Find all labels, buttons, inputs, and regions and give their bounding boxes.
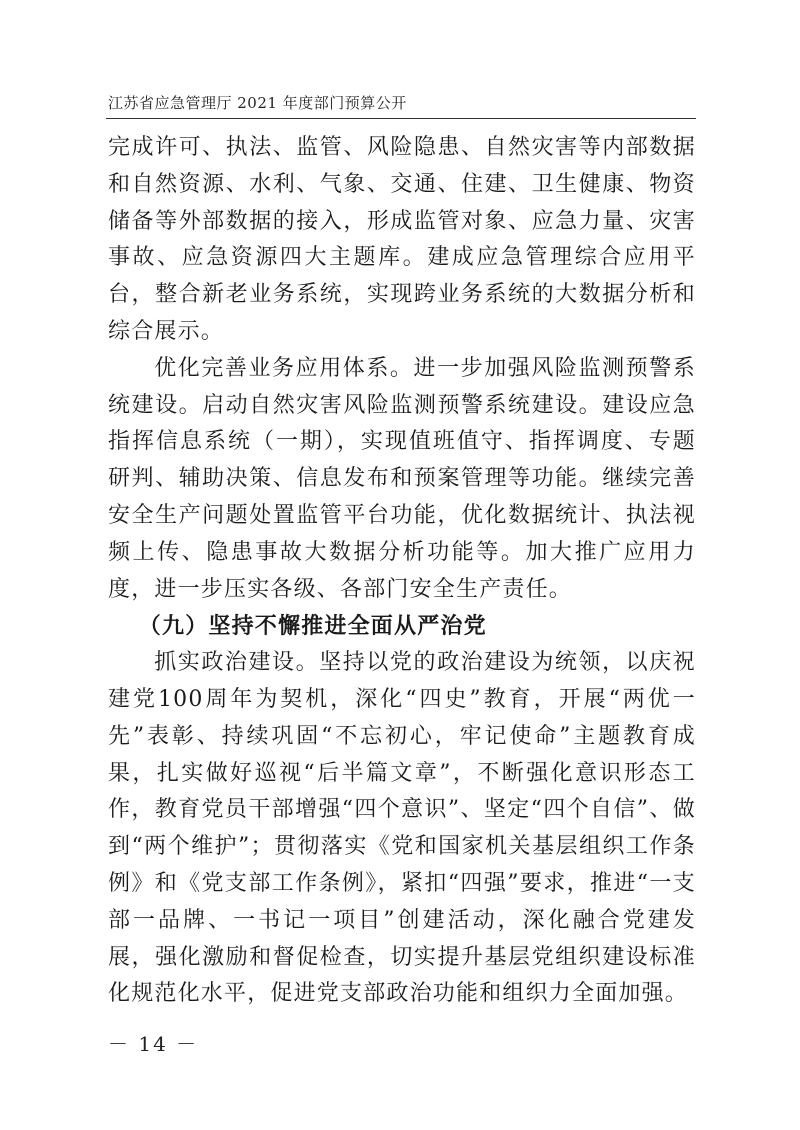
- paragraph-political-building: 抓实政治建设。坚持以党的政治建设为统领，以庆祝建党100周年为契机，深化“四史”教育，开展“两优一先”表彰、持续巩固“不忘初心，牢记使命”主题教育成果，扎实做好巡视“后半篇文章”，不断强化意识形态工作，教育党员干部增强“四个意识”、坚定“四个自信”、做到“两个维护”；贯彻落实《党和国家机关基层组织工作条例》和《党支部工作条例》，紧扣“四强”要求，推进“一支部一品牌、一书记一项目”创建活动，深化融合党建发展，强化激励和督促检查，切实提升基层党组织建设标准化规范化水平，促进党支部政治功能和组织力全面加强。: [108, 650, 696, 1007]
- page-number: － 14 －: [108, 1032, 199, 1056]
- running-header: 江苏省应急管理厅 2021 年度部门预算公开: [108, 94, 407, 112]
- paragraph-continuation: 完成许可、执法、监管、风险隐患、自然灾害等内部数据和自然资源、水利、气象、交通、住建、卫生健康、物资储备等外部数据的接入，形成监管对象、应急力量、灾害事故、应急资源四大主题库。建成应急管理综合应用平台，整合新老业务系统，实现跨业务系统的大数据分析和综合展示。: [108, 135, 696, 344]
- section-heading: （九）坚持不懈推进全面从严治党: [138, 613, 487, 640]
- body-text: [108, 130, 696, 1013]
- paragraph-business-systems: 优化完善业务应用体系。进一步加强风险监测预警系统建设。启动自然灾害风险监测预警系统建设。建设应急指挥信息系统（一期），实现值班值守、指挥调度、专题研判、辅助决策、信息发布和预案管理等功能。继续完善安全生产问题处置监管平台功能，优化数据统计、执法视频上传、隐患事故大数据分析功能等。加大推广应用力度，进一步压实各级、各部门安全生产责任。: [108, 355, 696, 602]
- header-rule: [106, 118, 696, 119]
